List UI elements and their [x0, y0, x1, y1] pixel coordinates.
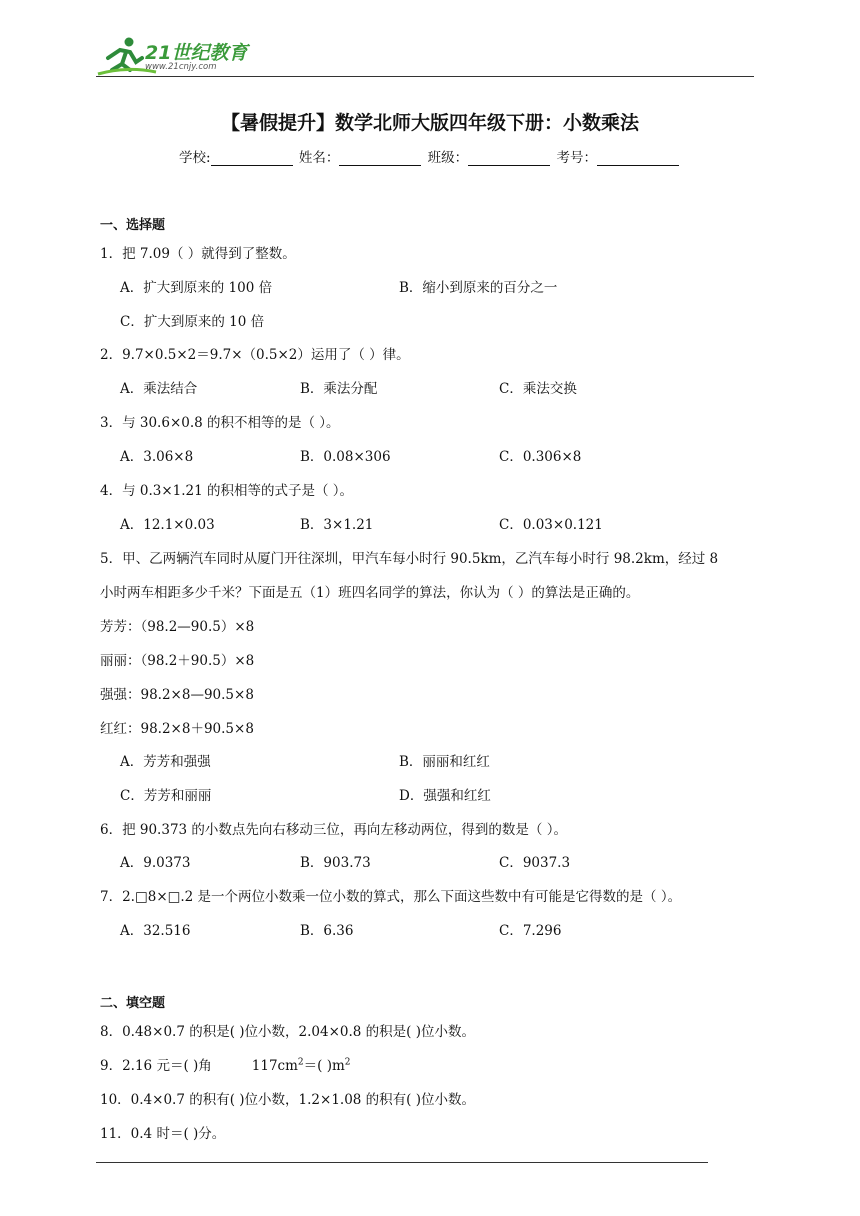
question-3-option-c: C．0.306×8: [499, 449, 582, 465]
question-4-stem: 4．与 0.3×1.21 的积相等的式子是（ ）。: [100, 483, 354, 499]
school-blank: [211, 151, 293, 166]
question-5-method-2: 丽丽：（98.2＋90.5）×8: [100, 653, 255, 669]
logo-url: www.21cnjy.com: [145, 62, 217, 72]
question-8: 8．0.48×0.7 的积是( )位小数，2.04×0.8 的积是( )位小数。: [100, 1024, 476, 1040]
question-5-stem-line-2: 小时两车相距多少千米？下面是五（1）班四名同学的算法，你认为（ ）的算法是正确的。: [100, 585, 640, 601]
student-info-row: [0, 146, 860, 166]
question-3-option-b: B．0.08×306: [300, 449, 391, 465]
question-9-sup-1: 2: [297, 1057, 304, 1068]
info-label-school: 学校:: [179, 150, 211, 166]
question-5-method-3: 强强：98.2×8—90.5×8: [100, 687, 254, 703]
info-label-class: 班级：: [427, 150, 469, 166]
header-divider: [96, 76, 754, 77]
question-5-stem-line-1: 5．甲、乙两辆汽车同时从厦门开往深圳，甲汽车每小时行 90.5km，乙汽车每小时行 98.2km，经过 8: [100, 551, 719, 567]
question-1-stem: 1．把 7.09（ ）就得到了整数。: [100, 246, 296, 262]
question-2-option-c: C．乘法交换: [499, 381, 577, 397]
question-2-stem: 2．9.7×0.5×2＝9.7×（0.5×2）运用了（ ）律。: [100, 347, 410, 363]
question-9-sup-2: 2: [344, 1057, 351, 1068]
page-title: 【暑假提升】数学北师大版四年级下册：小数乘法: [220, 112, 639, 134]
question-6-option-b: B．903.73: [300, 855, 371, 871]
question-9-part-3: ＝( )m: [303, 1058, 345, 1074]
question-5-option-b: B．丽丽和红红: [399, 754, 490, 770]
question-3-stem: 3．与 30.6×0.8 的积不相等的是（ ）。: [100, 415, 340, 431]
question-7-option-c: C．7.296: [499, 923, 562, 939]
name-blank: [339, 151, 421, 166]
question-9: [100, 1054, 351, 1074]
logo-brand: 21世纪教育: [145, 42, 248, 64]
question-2-option-b: B．乘法分配: [300, 381, 378, 397]
question-4-option-b: B．3×1.21: [300, 517, 374, 533]
question-7-option-a: A．32.516: [120, 923, 191, 939]
question-7-option-b: B．6.36: [300, 923, 354, 939]
section-heading-choice: 一、选择题: [100, 218, 166, 233]
question-9-part-2: 117cm: [251, 1058, 298, 1074]
question-1-option-a: A．扩大到原来的 100 倍: [120, 280, 273, 296]
question-4-option-c: C．0.03×0.121: [499, 517, 603, 533]
question-7-stem: 7．2.□8×□.2 是一个两位小数乘一位小数的算式，那么下面这些数中有可能是它得数的是（ ）。: [100, 889, 682, 905]
question-5-method-1: 芳芳：（98.2—90.5）×8: [100, 619, 255, 635]
question-5-option-c: C．芳芳和丽丽: [120, 788, 212, 804]
question-11: 11．0.4 时＝( )分。: [100, 1126, 226, 1142]
info-label-exam-no: 考号：: [556, 150, 597, 166]
question-5-method-4: 红红：98.2×8＋90.5×8: [100, 721, 254, 737]
question-2-option-a: A．乘法结合: [120, 381, 198, 397]
question-6-option-a: A．9.0373: [120, 855, 191, 871]
question-6-option-c: C．9037.3: [499, 855, 571, 871]
question-1-option-b: B．缩小到原来的百分之一: [399, 280, 558, 296]
info-label-name: 姓名：: [298, 150, 340, 166]
exam-no-blank: [597, 151, 679, 166]
footer-divider: [96, 1162, 708, 1163]
section-heading-fill: 二、填空题: [100, 996, 166, 1011]
question-1-option-c: C．扩大到原来的 10 倍: [120, 314, 265, 330]
question-5-option-a: A．芳芳和强强: [120, 754, 211, 770]
question-6-stem: 6．把 90.373 的小数点先向右移动三位，再向左移动两位，得到的数是（ ）。: [100, 822, 567, 838]
question-10: 10．0.4×0.7 的积有( )位小数，1.2×1.08 的积有( )位小数。: [100, 1092, 476, 1108]
class-blank: [468, 151, 550, 166]
question-5-option-d: D．强强和红红: [399, 788, 491, 804]
question-9-part-1: 9．2.16 元＝( )角: [100, 1058, 212, 1074]
question-4-option-a: A．12.1×0.03: [120, 517, 215, 533]
question-3-option-a: A．3.06×8: [120, 449, 194, 465]
